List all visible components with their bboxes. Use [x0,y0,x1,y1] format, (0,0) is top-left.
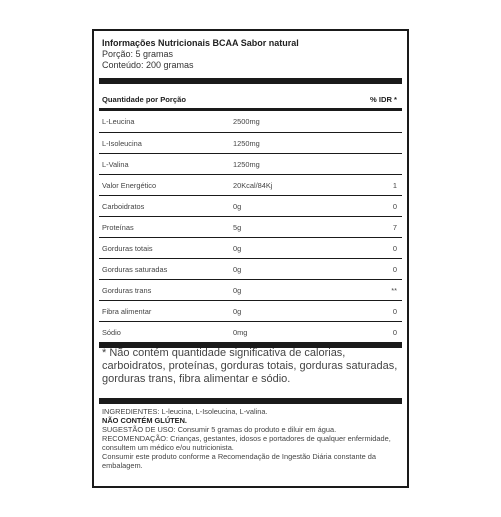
nutrient-row [99,300,402,321]
nutrient-percent: 0 [392,244,397,253]
nutrient-name: Sódio [102,328,121,337]
nutrient-name: Carboidratos [102,202,145,211]
quantity-column-header: Quantidade por Porção [102,95,186,104]
nutrient-quantity: 0mg [233,328,248,337]
nutrient-name: Gorduras totais [102,244,153,253]
nutrient-quantity: 0g [233,286,242,295]
nutrient-row [99,321,402,342]
nutrient-quantity: 1250mg [233,160,260,169]
nutrient-row [99,153,402,174]
column-headers [102,95,397,104]
nutrient-name: Proteínas [102,223,134,232]
nutrient-name: Gorduras trans [102,286,152,295]
info-divider [99,398,402,404]
nutrient-quantity: 0g [233,244,242,253]
nutrient-quantity: 0g [233,307,242,316]
nutrient-row [99,237,402,258]
nutrient-row [99,258,402,279]
ingredients-text: INGREDIENTES: L-leucina, L-Isoleucina, L-valina. [102,407,268,416]
footnote: * Não contém quantidade significativa de calorias, carboidratos, proteínas, gorduras totais, gorduras saturadas, gorduras trans, fibra alimentar e sódio. [102,347,398,385]
nutrient-percent: 0 [392,307,397,316]
nutrient-name: L-Isoleucina [102,139,142,148]
nutrient-name: Fibra alimentar [102,307,152,316]
nutrient-name: Gorduras saturadas [102,265,168,274]
nutrient-quantity: 1250mg [233,139,260,148]
nutrient-percent: ** [391,286,397,295]
consumption-text: Consumir este produto conforme a Recomendação de Ingestão Diária constante da embalagem. [102,452,377,470]
nutrient-row [99,132,402,153]
label-header [102,38,299,71]
nutrient-row [99,216,402,237]
idr-column-header: % IDR * [369,95,397,104]
nutrient-quantity: 20Kcal/84Kj [233,181,273,190]
nutrient-name: Valor Energético [102,181,157,190]
content-text: Conteúdo: 200 gramas [102,60,194,70]
nutrient-quantity: 0g [233,265,242,274]
nutrient-percent: 1 [392,181,397,190]
top-thick-divider [99,78,402,84]
nutrition-label [92,29,409,488]
nutrient-percent: 0 [392,202,397,211]
nutrient-percent: 0 [392,265,397,274]
nutrient-name: L-Leucina [102,117,135,126]
recommendation-text: RECOMENDAÇÃO: Crianças, gestantes, idosos e portadores de qualquer enfermidade, consultem um médico e/ou nutricionista. [102,434,391,452]
gluten-warning: NÃO CONTÉM GLÚTEN. [102,416,187,425]
nutrient-quantity: 5g [233,223,242,232]
nutrient-row [99,195,402,216]
nutrient-row [99,279,402,300]
portion-text: Porção: 5 gramas [102,49,174,59]
nutrient-row [99,174,402,195]
label-title: Informações Nutricionais BCAA Sabor natural [102,38,299,48]
nutrient-percent: 7 [392,223,397,232]
nutrient-percent: 0 [392,328,397,337]
nutrient-name: L-Valina [102,160,129,169]
usage-text: SUGESTÃO DE USO: Consumir 5 gramas do produto e diluir em água. [102,425,337,434]
nutrient-quantity: 2500mg [233,117,260,126]
nutrient-row [99,111,402,131]
nutrient-quantity: 0g [233,202,242,211]
product-info [102,407,401,470]
